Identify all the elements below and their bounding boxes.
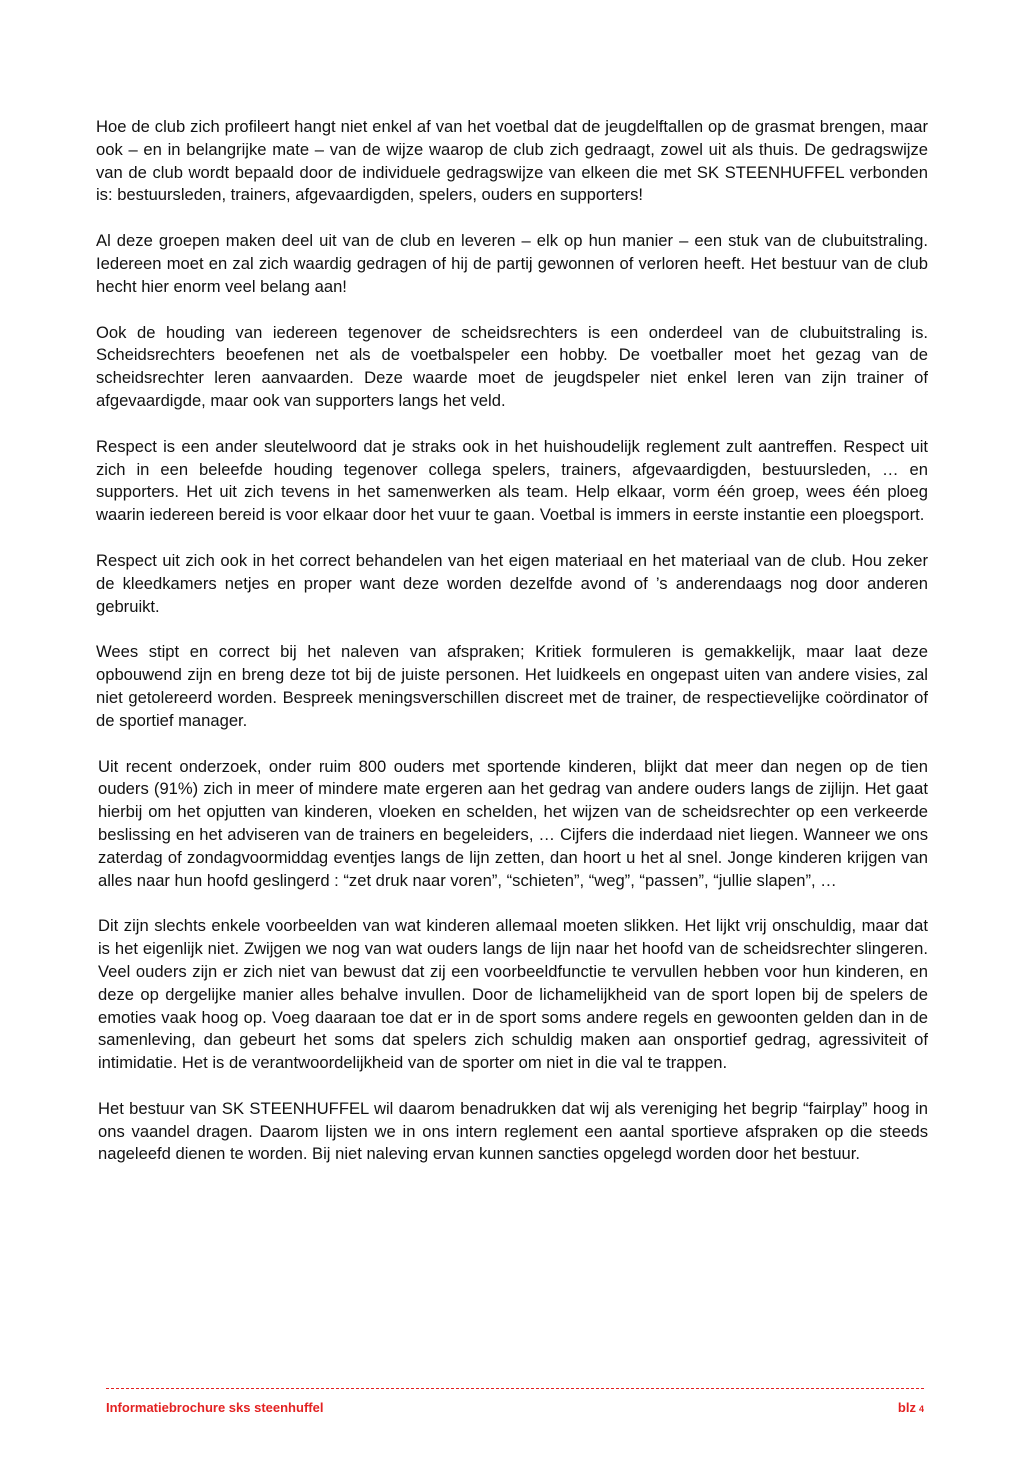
- paragraph-materials: Respect uit zich ook in het correct behandelen van het eigen materiaal en het materiaal van de club. Hou zeker de kleedkamers netjes en proper want deze worden dezelfde avond of ’s anderendaags nog door anderen gebruikt.: [96, 550, 928, 616]
- paragraph-examples: Dit zijn slechts enkele voorbeelden van wat kinderen allemaal moeten slikken. Het lijkt vrij onschuldig, maar dat is het eigenlijk niet. Zwijgen we nog van wat ouders langs de lijn naar het hoofd van de scheidsrechter slingeren. Veel ouders zijn er zich niet van bewust dat zij een voorbeeldfunctie te vervullen hebben voor hun kinderen, en deze op dergelijke manier alles behalve invullen. Door de lichamelijkheid van de sport lopen bij de spelers de emoties vaak hoog op. Voeg daaraan toe dat er in de sport soms andere regels en gewoonten gelden dan in de samenleving, dan gebeurt het soms dat spelers zich schuldig maken aan onsportief gedrag, agressiviteit of intimidatie. Het is de verantwoordelijkheid van de sporter om niet in die val te trappen.: [98, 916, 928, 1073]
- paragraph-fairplay: Het bestuur van SK STEENHUFFEL wil daarom benadrukken dat wij als vereniging het begrip “fairplay” hoog in ons vaandel dragen. Daarom lijsten we in ons intern reglement een aantal sportieve afspraken op die steeds nageleefd dienen te worden. Bij niet naleving ervan kunnen sancties opgelegd worden door het bestuur.: [98, 1098, 928, 1164]
- paragraph-club-profile: Hoe de club zich profileert hangt niet enkel af van het voetbal dat de jeugdelftallen op de grasmat brengen, maar ook – en in belangrijke mate – van de wijze waarop de club zich gedraagt, zowel uit als thuis. De gedragswijze van de club wordt bepaald door de individuele gedragswijze van elkeen die met SK STEENHUFFEL verbonden is: bestuursleden, trainers, afgevaardigden, spelers, ouders en supporters!: [96, 117, 928, 205]
- paragraph-agreements: Wees stipt en correct bij het naleven van afspraken; Kritiek formuleren is gemakkelijk, maar laat deze opbouwend zijn en breng deze tot bij de juiste personen. Het luidkeels en ongepast uiten van andere visies, zal niet getolereerd worden. Bespreek meningsverschillen discreet met de trainer, de respectievelijke coördinator of de sportief manager.: [96, 642, 928, 730]
- footer-divider: [106, 1388, 924, 1389]
- paragraph-research: Uit recent onderzoek, onder ruim 800 ouders met sportende kinderen, blijkt dat meer dan negen op de tien ouders (91%) zich in meer of mindere mate ergeren aan het gedrag van andere ouders langs de zijlijn. Het gaat hierbij om het opjutten van kinderen, vloeken en schelden, het wijzen van de scheidsrechter op een verkeerde beslissing en het adviseren van de trainers en begeleiders, … Cijfers die inderdaad niet liegen. Wanneer we ons zaterdag of zondagvoormiddag eventjes langs de lijn zetten, dan hoort u het al snel. Jonge kinderen krijgen van alles naar hun hoofd geslingerd : “zet druk naar voren”, “schieten”, “weg”, “passen”, “jullie slapen”, …: [98, 756, 928, 890]
- paragraph-respect: Respect is een ander sleutelwoord dat je straks ook in het huishoudelijk reglement zult aantreffen. Respect uit zich in een beleefde houding tegenover collega spelers, trainers, afgevaardigden, bestuursleden, … en supporters. Het uit zich tevens in het samenwerken als team. Help elkaar, vorm één groep, wees één ploeg waarin iedereen bereid is voor elkaar door het vuur te gaan. Voetbal is immers in eerste instantie een ploegsport.: [96, 436, 928, 525]
- document-body: [96, 116, 928, 1189]
- page-indicator: [898, 1400, 924, 1415]
- page-label: blz: [897, 1400, 916, 1415]
- paragraph-referees: Ook de houding van iedereen tegenover de scheidsrechters is een onderdeel van de clubuitstraling is. Scheidsrechters beoefenen net als de voetbalspeler een hobby. De voetballer moet het gezag van de scheidsrechter leren aanvaarden. Deze waarde moet de jeugdspeler niet enkel leren van zijn trainer of afgevaardigde, maar ook van supporters langs het veld.: [96, 322, 928, 410]
- footer-row: [106, 1400, 924, 1415]
- page-footer: [106, 1388, 924, 1415]
- page-number: 4: [918, 1404, 924, 1414]
- paragraph-club-groups: Al deze groepen maken deel uit van de club en leveren – elk op hun manier – een stuk van de clubuitstraling. Iedereen moet en zal zich waardig gedragen of hij de partij gewonnen of verloren heeft. Het bestuur van de club hecht hier enorm veel belang aan!: [96, 231, 928, 296]
- footer-title: Informatiebrochure sks steenhuffel: [106, 1400, 324, 1415]
